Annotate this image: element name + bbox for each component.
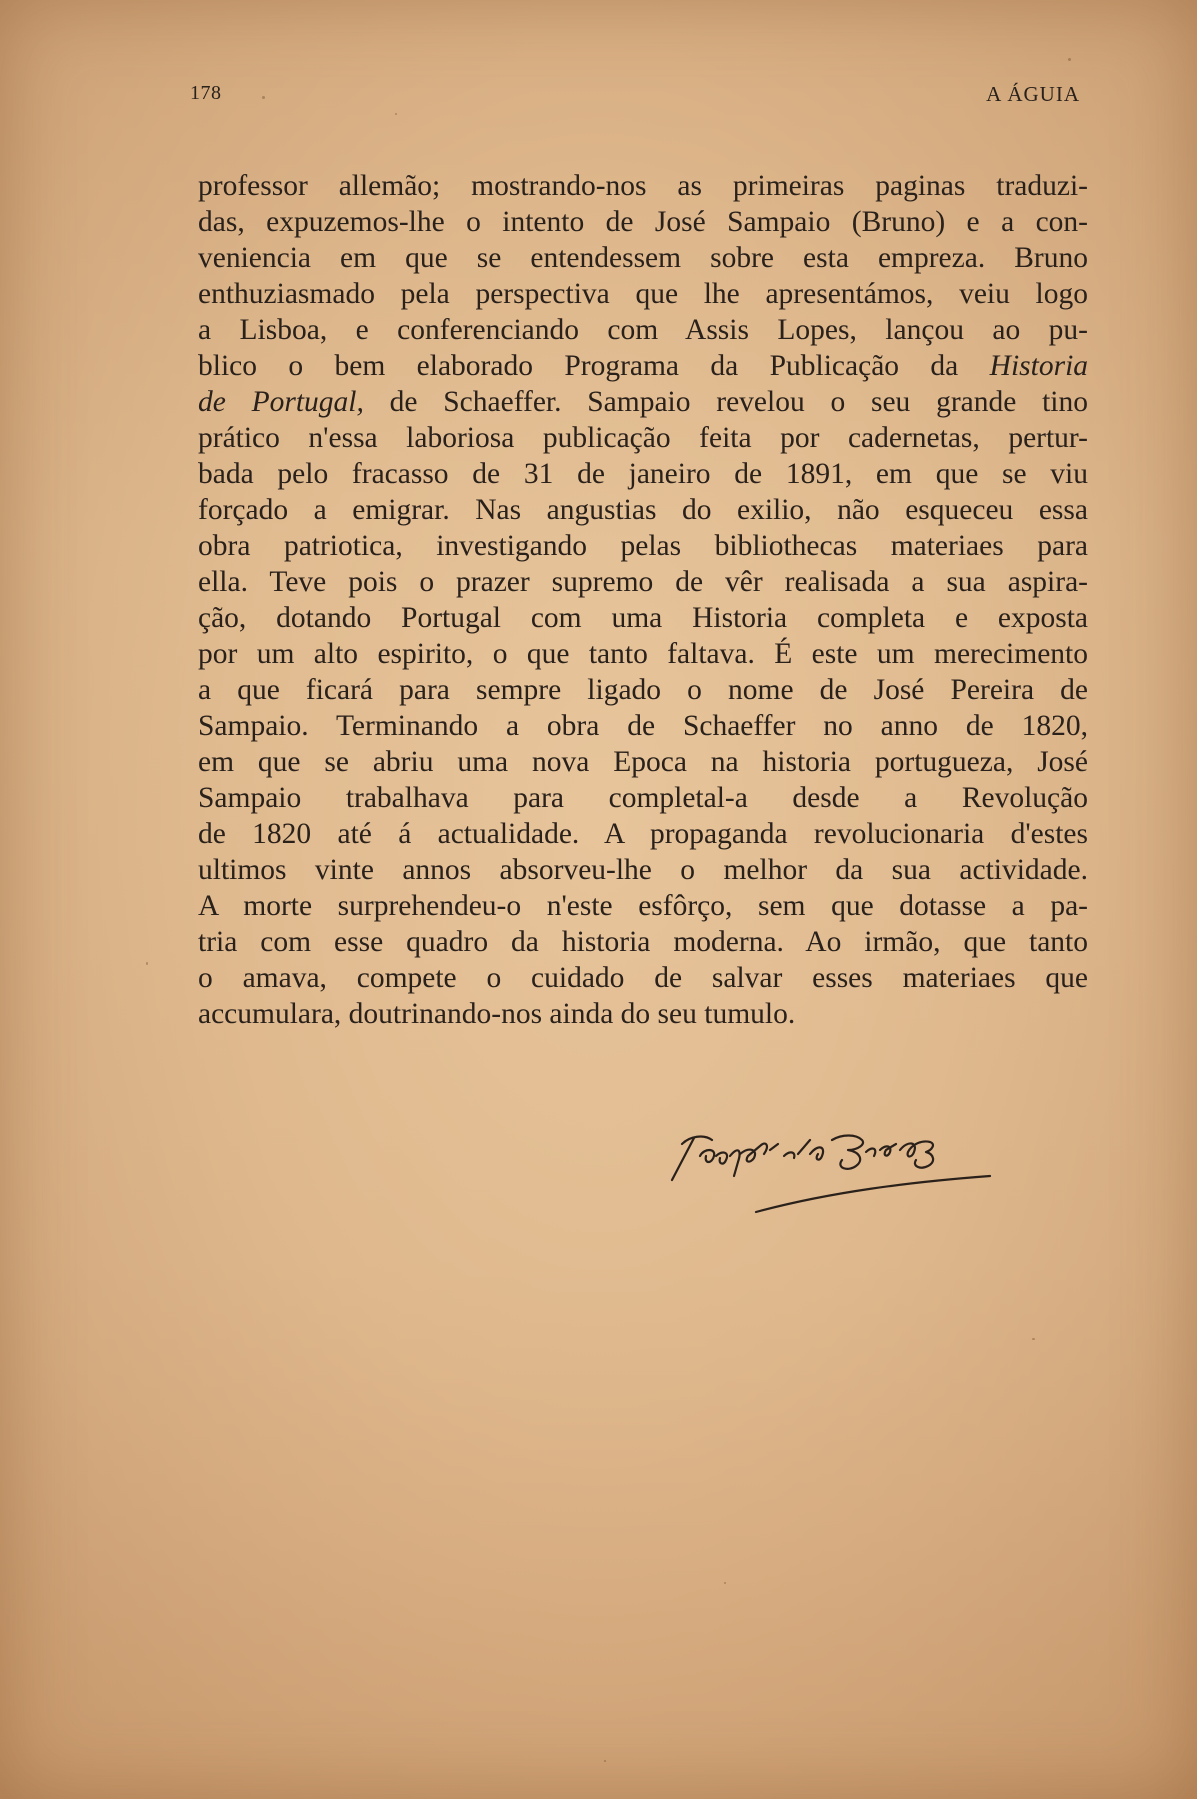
paper-speck [1068,58,1071,61]
paper-speck [724,1582,726,1584]
text-line: em que se abriu uma nova Epoca na historia portugueza, José [198,746,1088,778]
text-line: Sampaio. Terminando a obra de Schaeffer no anno de 1820, [198,710,1088,742]
handwritten-signature [660,1110,1070,1230]
text-line: a que ficará para sempre ligado o nome de José Pereira de [198,674,1088,706]
body-text [198,168,1088,1032]
text-line: bada pelo fracasso de 31 de janeiro de 1891, em que se viu [198,458,1088,490]
text-line: o amava, compete o cuidado de salvar esses materiaes que [198,962,1088,994]
text-line: Sampaio trabalhava para completal-a desde a Revolução [198,782,1088,814]
text-line: por um alto espirito, o que tanto faltava. É este um merecimento [198,638,1088,670]
text-line: prático n'essa laboriosa publicação feita por cadernetas, pertur- [198,422,1088,454]
paper-speck [1032,1338,1035,1340]
text-line: professor allemão; mostrando-nos as primeiras paginas traduzi- [198,170,1088,202]
text-line: obra patriotica, investigando pelas bibliothecas materiaes para [198,530,1088,562]
paper-speck [604,1760,606,1762]
page-number: 178 [190,82,222,104]
text-line [198,348,1088,384]
text-segment: blico o bem elaborado Programa da Publicação da [198,350,959,382]
text-line: a Lisboa, e conferenciando com Assis Lopes, lançou ao pu- [198,314,1088,346]
text-segment: de Schaeffer. Sampaio revelou o seu grande tino [389,386,1088,418]
text-line: ultimos vinte annos absorveu-lhe o melhor da sua actividade. [198,854,1088,886]
text-line [198,384,1088,420]
running-title: A ÁGUIA [986,82,1080,106]
text-line: veniencia em que se entendessem sobre esta empreza. Bruno [198,242,1088,274]
book-title-italic: Historia [989,350,1089,382]
text-line: forçado a emigrar. Nas angustias do exilio, não esqueceu essa [198,494,1088,526]
text-line: ção, dotando Portugal com uma Historia completa e exposta [198,602,1088,634]
text-line: de 1820 até á actualidade. A propaganda revolucionaria d'estes [198,818,1088,850]
paper-speck [146,962,148,965]
text-line: accumulara, doutrinando-nos ainda do seu tumulo. [198,998,796,1030]
paper-speck [395,113,397,115]
text-line: enthuziasmado pela perspectiva que lhe apresentámos, veiu logo [198,278,1088,310]
page-header [190,82,1080,112]
book-title-italic: de Portugal, [198,386,364,418]
text-line: das, expuzemos-lhe o intento de José Sampaio (Bruno) e a con- [198,206,1088,238]
text-line: tria com esse quadro da historia moderna. Ao irmão, que tanto [198,926,1088,958]
text-line: ella. Teve pois o prazer supremo de vêr realisada a sua aspira- [198,566,1088,598]
text-line: A morte surprehendeu-o n'este esfôrço, sem que dotasse a pa- [198,890,1088,922]
